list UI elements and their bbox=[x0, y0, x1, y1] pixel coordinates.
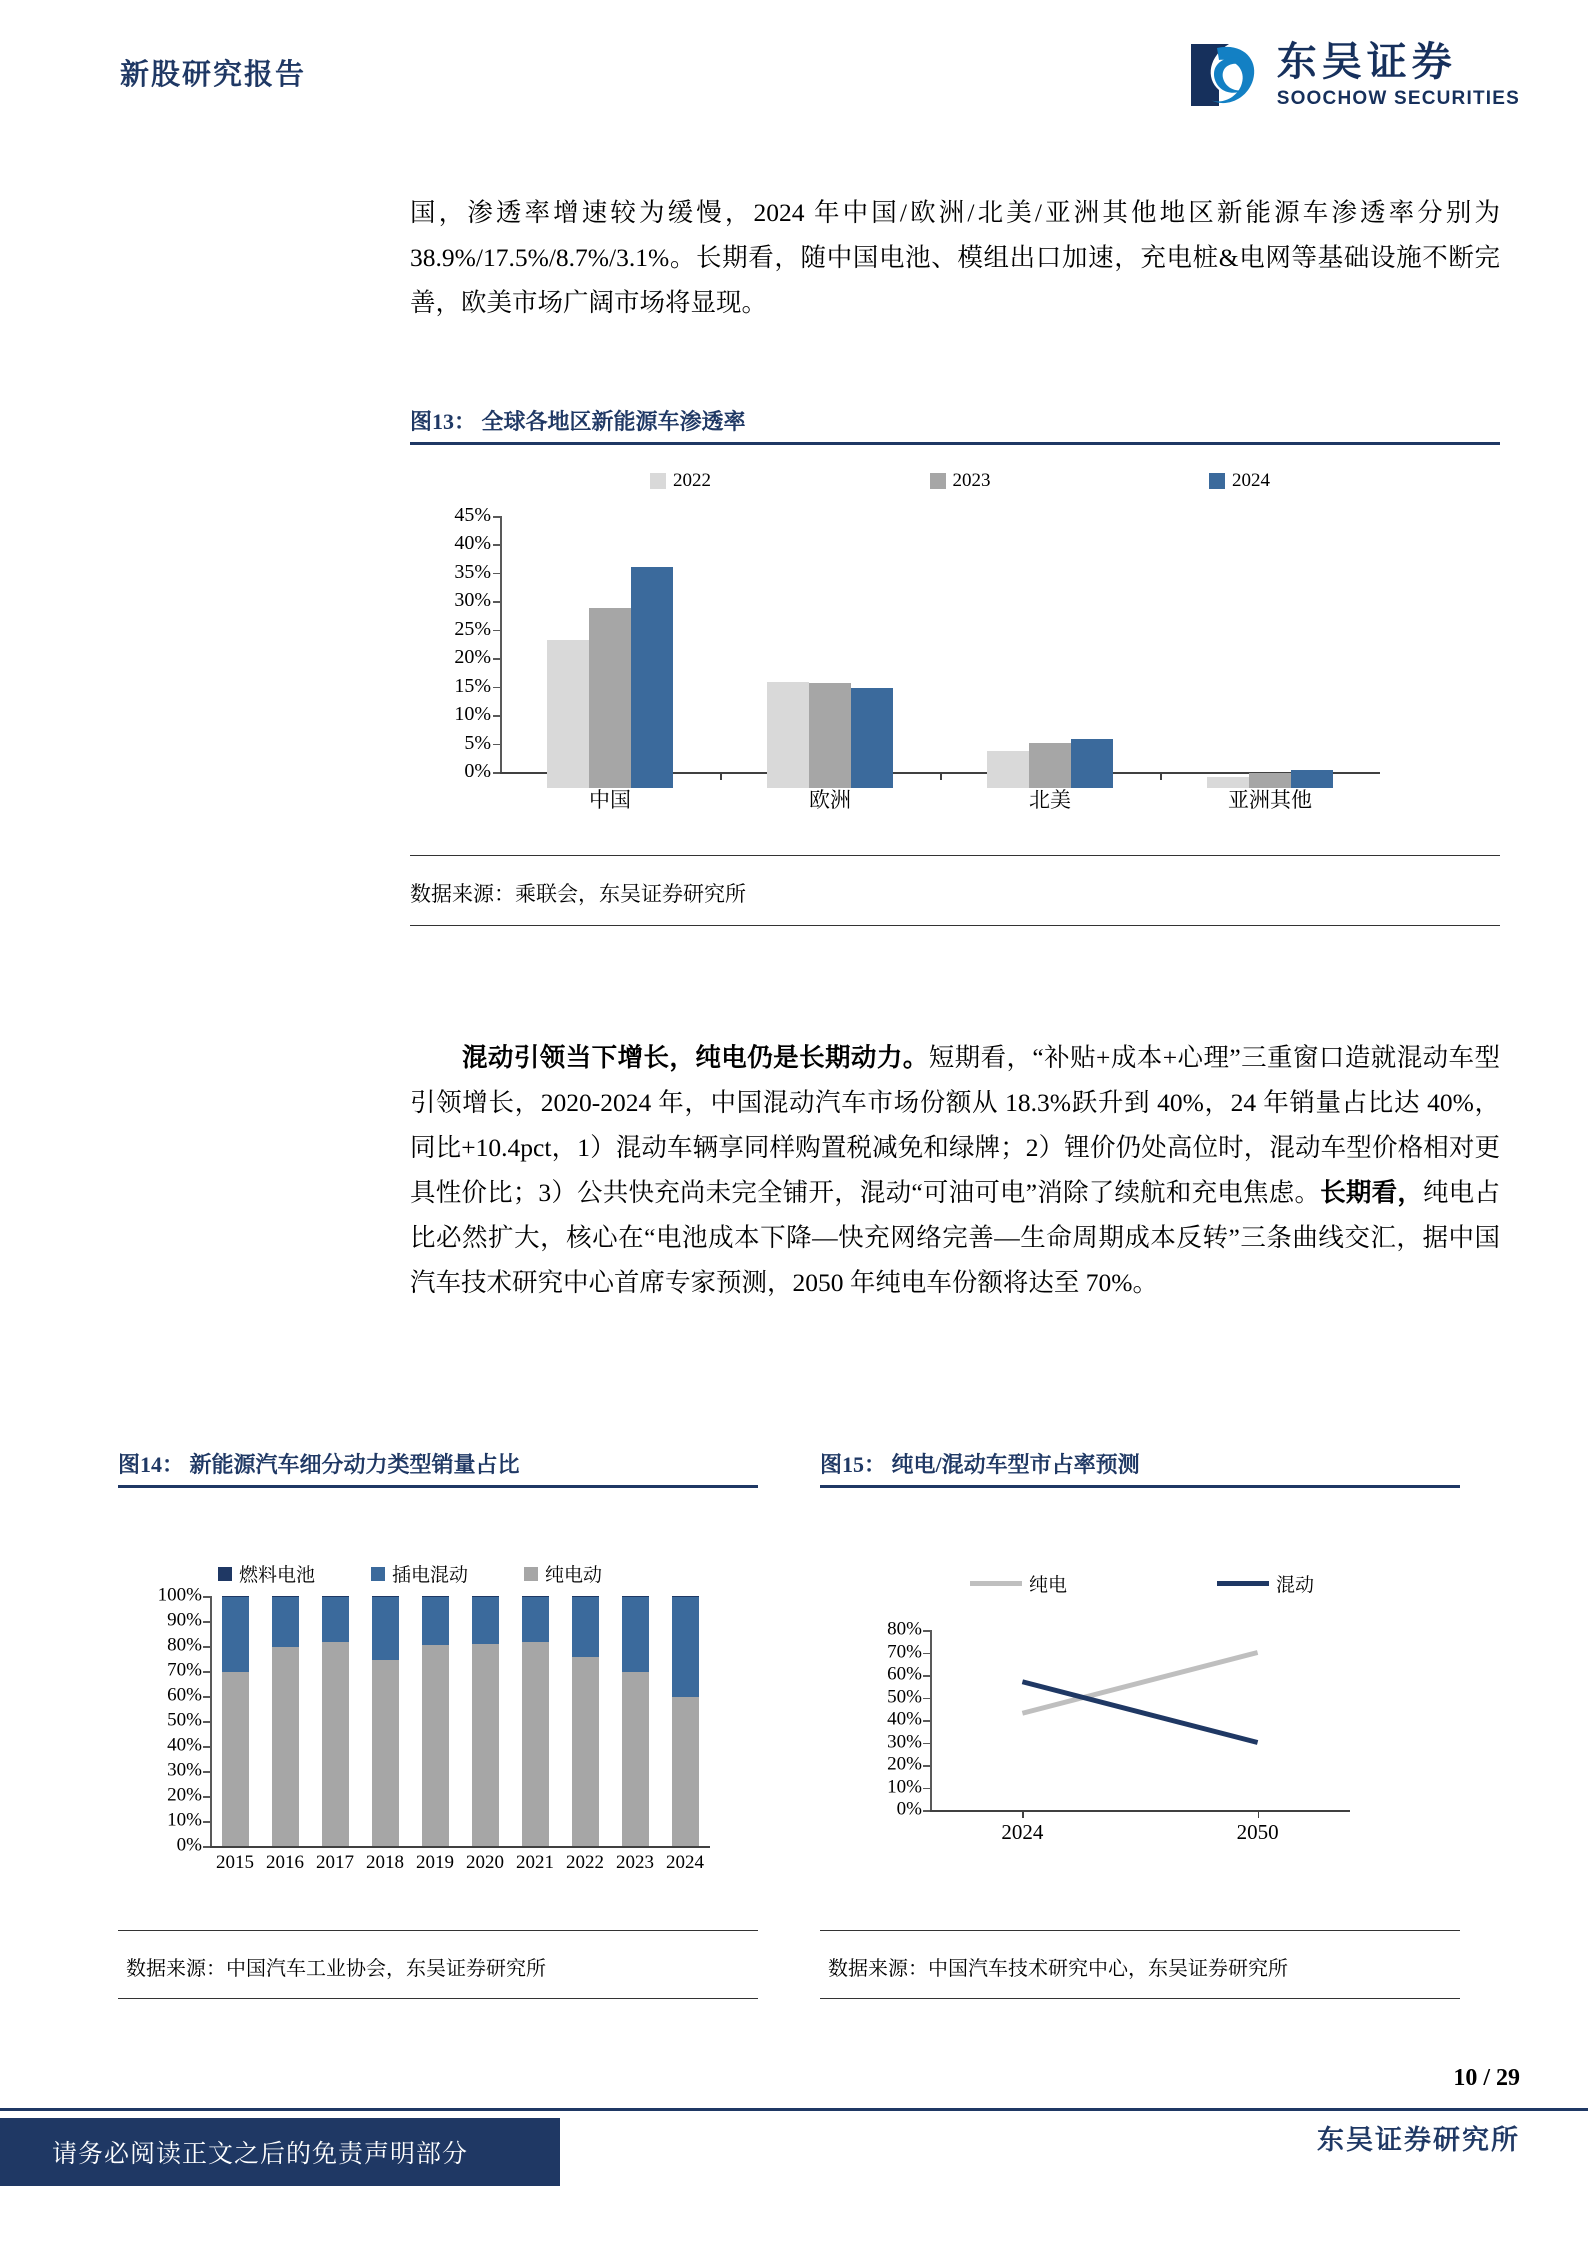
fig14-bar-segment bbox=[622, 1672, 649, 1846]
fig14-bar-segment bbox=[522, 1642, 549, 1846]
fig13-source: 数据来源：乘联会，东吴证券研究所 bbox=[410, 882, 746, 906]
fig13-ytick-label: 0% bbox=[464, 760, 491, 783]
fig14-ytick-mark bbox=[203, 1721, 210, 1723]
logo-chinese-name: 东吴证券 bbox=[1276, 39, 1457, 84]
fig14-bar-segment bbox=[372, 1660, 399, 1846]
fig14-bar-segment bbox=[472, 1596, 499, 1597]
fig13-legend bbox=[650, 470, 1270, 492]
fig13-bar bbox=[809, 683, 851, 788]
fig14-xcat-label: 2019 bbox=[416, 1852, 454, 1873]
fig13-ytick-mark bbox=[493, 744, 500, 746]
fig14-legend-fuelcell bbox=[218, 1560, 315, 1587]
fig14-bar-segment bbox=[472, 1644, 499, 1847]
fig14-bar-segment bbox=[572, 1597, 599, 1657]
fig14-ytick-label: 30% bbox=[167, 1759, 202, 1781]
fig14-ytick-label: 80% bbox=[167, 1634, 202, 1656]
fig14-bar-segment bbox=[672, 1697, 699, 1846]
fig14-bar-segment bbox=[422, 1645, 449, 1846]
fig14-bar-segment bbox=[322, 1596, 349, 1597]
fig15-ytick-label: 10% bbox=[887, 1776, 922, 1798]
fig14-bar-segment bbox=[572, 1657, 599, 1846]
fig13-ytick-label: 30% bbox=[454, 589, 491, 612]
fig13-bar bbox=[987, 751, 1029, 788]
fig14-ytick-label: 0% bbox=[176, 1834, 202, 1856]
fig14-bar-segment bbox=[622, 1597, 649, 1673]
fig14-bar-segment bbox=[672, 1597, 699, 1697]
fig13-ytick-label: 20% bbox=[454, 646, 491, 669]
fig14-ytick-label: 100% bbox=[157, 1584, 202, 1606]
fig15-legend-label-1: 混动 bbox=[1276, 1575, 1315, 1596]
paragraph-2-body2: 纯电占比必然扩大，核心在“电池成本下降—快充网络完善—生命周期成本反转”三条曲线交汇，据中国汽车技术研究中心首席专家预测，2050 年纯电车份额将达至 70%。 bbox=[410, 1178, 1500, 1297]
fig13-bar bbox=[851, 688, 893, 788]
fig14-ytick-label: 60% bbox=[167, 1684, 202, 1706]
fig14-title-bar bbox=[118, 1448, 758, 1488]
fig15-ytick-mark bbox=[923, 1698, 930, 1700]
fig14-xcat-label: 2024 bbox=[666, 1852, 704, 1873]
fig14-ytick-mark bbox=[203, 1796, 210, 1798]
fig14-xcat-label: 2018 bbox=[366, 1852, 404, 1873]
fig14-bar-segment bbox=[272, 1596, 299, 1597]
report-type-label: 新股研究报告 bbox=[120, 59, 307, 91]
fig13-xcat-label: 欧洲 bbox=[809, 788, 851, 812]
company-logo bbox=[1189, 38, 1520, 112]
fig14-xcat-label: 2022 bbox=[566, 1852, 604, 1873]
fig15-legend-bev bbox=[970, 1570, 1067, 1597]
fig14-ytick-label: 90% bbox=[167, 1609, 202, 1631]
fig14-stacked-bar bbox=[372, 1596, 399, 1846]
fig14-legend bbox=[218, 1560, 602, 1587]
fig14-bar-segment bbox=[622, 1596, 649, 1597]
fig13-title-bar bbox=[410, 405, 1500, 445]
fig15-line-series bbox=[930, 1630, 1350, 1810]
fig14-plot-area bbox=[157, 1584, 710, 1873]
legend-swatch-icon bbox=[930, 473, 946, 489]
legend-swatch-icon bbox=[218, 1567, 232, 1581]
page-separator: / bbox=[1483, 2065, 1490, 2091]
fig14-stacked-bar bbox=[622, 1596, 649, 1846]
fig13-legend-2022 bbox=[650, 470, 930, 492]
legend-swatch-icon bbox=[1209, 473, 1225, 489]
fig14-bar-segment bbox=[272, 1597, 299, 1647]
fig15-series-line bbox=[1022, 1653, 1257, 1714]
fig14-bar-segment bbox=[372, 1597, 399, 1660]
fig15-xtick-mark bbox=[1258, 1810, 1260, 1818]
fig15-ytick-label: 80% bbox=[887, 1618, 922, 1640]
fig13-legend-label-0: 2022 bbox=[673, 470, 711, 491]
fig13-ytick-mark bbox=[493, 601, 500, 603]
fig13-ytick-mark bbox=[493, 630, 500, 632]
fig14-bar-segment bbox=[422, 1596, 449, 1597]
fig14-ytick-label: 70% bbox=[167, 1659, 202, 1681]
fig14-xcat-label: 2016 bbox=[266, 1852, 304, 1873]
fig15-legend bbox=[970, 1570, 1314, 1597]
fig15-title: 图15： 纯电/混动车型市占率预测 bbox=[820, 1452, 1140, 1477]
fig15-xcat-label: 2024 bbox=[1001, 1820, 1044, 1844]
fig13-xtick-mark bbox=[1160, 772, 1162, 780]
fig14-bar-segment bbox=[222, 1597, 249, 1672]
fig14-ytick-mark bbox=[203, 1696, 210, 1698]
fig15-ytick-mark bbox=[923, 1788, 930, 1790]
fig15-ytick-label: 70% bbox=[887, 1641, 922, 1663]
fig13-rule-bottom bbox=[410, 925, 1500, 926]
fig14-xcat-label: 2020 bbox=[466, 1852, 504, 1873]
fig14-ytick-mark bbox=[203, 1646, 210, 1648]
fig14-bar-segment bbox=[672, 1596, 699, 1597]
fig14-legend-label-0: 纯电动 bbox=[545, 1565, 603, 1586]
fig14-xcat-label: 2017 bbox=[316, 1852, 354, 1873]
fig14-stacked-bar bbox=[472, 1596, 499, 1846]
fig14-ytick-mark bbox=[203, 1671, 210, 1673]
fig15-source: 数据来源：中国汽车技术研究中心，东吴证券研究所 bbox=[828, 1958, 1288, 1980]
fig15-ytick-mark bbox=[923, 1765, 930, 1767]
fig14-ytick-mark bbox=[203, 1746, 210, 1748]
fig15-xtick-mark bbox=[1022, 1810, 1024, 1818]
fig15-legend-label-0: 纯电 bbox=[1029, 1575, 1068, 1596]
fig13-y-axis bbox=[500, 516, 502, 772]
fig14-chart bbox=[118, 1560, 758, 1890]
fig14-ytick-mark bbox=[203, 1821, 210, 1823]
fig14-ytick-mark bbox=[203, 1771, 210, 1773]
fig13-ytick-mark bbox=[493, 715, 500, 717]
fig14-rule-top bbox=[118, 1930, 758, 1931]
fig13-bar bbox=[589, 608, 631, 788]
fig13-ytick-label: 10% bbox=[454, 703, 491, 726]
fig15-ytick-mark bbox=[923, 1810, 930, 1812]
fig14-stacked-bar bbox=[422, 1596, 449, 1846]
fig13-bar bbox=[1029, 743, 1071, 789]
fig13-xtick-mark bbox=[940, 772, 942, 780]
fig14-legend-label-2: 燃料电池 bbox=[239, 1565, 316, 1586]
fig15-ytick-label: 60% bbox=[887, 1663, 922, 1685]
fig14-title: 图14： 新能源汽车细分动力类型销量占比 bbox=[118, 1452, 520, 1477]
fig15-chart bbox=[820, 1560, 1480, 1890]
fig14-ytick-label: 10% bbox=[167, 1809, 202, 1831]
fig14-bar-segment bbox=[372, 1596, 399, 1597]
fig13-ytick-label: 25% bbox=[454, 617, 491, 640]
fig15-x-axis bbox=[930, 1810, 1350, 1812]
fig15-rule-top bbox=[820, 1930, 1460, 1931]
fig13-title: 图13： 全球各地区新能源车渗透率 bbox=[410, 409, 746, 434]
fig15-rule-bottom bbox=[820, 1998, 1460, 1999]
fig13-ytick-label: 45% bbox=[454, 504, 491, 527]
fig14-legend-label-1: 插电混动 bbox=[392, 1565, 469, 1586]
fig14-xcat-label: 2021 bbox=[516, 1852, 554, 1873]
footer-disclaimer: 请务必阅读正文之后的免责声明部分 bbox=[0, 2118, 560, 2186]
paragraph-hybrid-ev bbox=[410, 1035, 1500, 1305]
fig13-ytick-label: 40% bbox=[454, 532, 491, 555]
fig15-series-line bbox=[1022, 1682, 1257, 1743]
footer-divider bbox=[0, 2108, 1588, 2111]
fig13-ytick-mark bbox=[493, 516, 500, 518]
soochow-logo-icon bbox=[1189, 38, 1263, 112]
fig13-ytick-label: 5% bbox=[464, 731, 491, 754]
legend-swatch-icon bbox=[650, 473, 666, 489]
fig14-xcat-label: 2015 bbox=[216, 1852, 254, 1873]
fig15-ytick-mark bbox=[923, 1743, 930, 1745]
fig15-ytick-mark bbox=[923, 1720, 930, 1722]
fig13-xcat-label: 北美 bbox=[1029, 788, 1071, 812]
fig15-ytick-label: 50% bbox=[887, 1686, 922, 1708]
fig13-bar bbox=[631, 567, 673, 788]
fig14-stacked-bar bbox=[222, 1596, 249, 1846]
fig14-bar-segment bbox=[222, 1596, 249, 1597]
fig13-ytick-mark bbox=[493, 772, 500, 774]
fig13-bar bbox=[1071, 739, 1113, 788]
fig13-ytick-label: 35% bbox=[454, 560, 491, 583]
fig14-bar-segment bbox=[272, 1647, 299, 1846]
fig15-ytick-label: 0% bbox=[896, 1798, 922, 1820]
fig14-bar-segment bbox=[472, 1597, 499, 1644]
fig15-legend-hybrid bbox=[1217, 1570, 1314, 1597]
fig15-ytick-label: 20% bbox=[887, 1753, 922, 1775]
fig14-bar-segment bbox=[522, 1596, 549, 1597]
fig13-ytick-mark bbox=[493, 544, 500, 546]
paragraph-2-body: 短期看，“补贴+成本+心理”三重窗口造就混动车型引领增长，2020-2024 年，中国混动汽车市场份额从 18.3%跃升到 40%，24 年销量占比达 40%，同比+10.4pct，1）混动车辆享同样购置税减免和绿牌；2）锂价仍处高位时，混动车型价格相对更具性价比；3）公共快充尚未完全铺开，混动“可油可电”消除了续航和充电焦虑。 bbox=[410, 1043, 1500, 1207]
fig14-ytick-mark bbox=[203, 1596, 210, 1598]
fig14-xcat-label: 2023 bbox=[616, 1852, 654, 1873]
fig14-ytick-label: 50% bbox=[167, 1709, 202, 1731]
fig14-bar-segment bbox=[522, 1597, 549, 1642]
paragraph-penetration-rates bbox=[410, 190, 1500, 325]
fig14-bar-segment bbox=[322, 1642, 349, 1846]
logo-english-name: SOOCHOW SECURITIES bbox=[1276, 88, 1520, 109]
legend-swatch-icon bbox=[371, 1567, 385, 1581]
fig14-stacked-bar bbox=[522, 1596, 549, 1846]
fig13-ytick-mark bbox=[493, 687, 500, 689]
paragraph-1-text: 国，渗透率增速较为缓慢，2024 年中国/欧洲/北美/亚洲其他地区新能源车渗透率分别为 38.9%/17.5%/8.7%/3.1%。长期看，随中国电池、模组出口加速，充电桩&电网等基础设施不断完善，欧美市场广阔市场将显现。 bbox=[410, 198, 1500, 317]
page-total: 29 bbox=[1496, 2065, 1520, 2091]
fig15-ytick-mark bbox=[923, 1675, 930, 1677]
fig13-bar bbox=[547, 640, 589, 788]
fig14-bar-segment bbox=[322, 1597, 349, 1642]
fig14-stacked-bar bbox=[322, 1596, 349, 1846]
fig14-bar-segment bbox=[572, 1596, 599, 1597]
fig15-ytick-mark bbox=[923, 1630, 930, 1632]
fig14-ytick-mark bbox=[203, 1621, 210, 1623]
fig14-ytick-label: 20% bbox=[167, 1784, 202, 1806]
fig14-legend-bev bbox=[524, 1560, 602, 1587]
fig15-ytick-label: 30% bbox=[887, 1731, 922, 1753]
fig15-title-bar bbox=[820, 1448, 1460, 1488]
fig14-bar-segment bbox=[222, 1672, 249, 1847]
fig14-stacked-bar bbox=[672, 1596, 699, 1846]
fig13-ytick-mark bbox=[493, 658, 500, 660]
fig14-source: 数据来源：中国汽车工业协会，东吴证券研究所 bbox=[126, 1958, 546, 1980]
fig15-plot-area bbox=[887, 1618, 1350, 1844]
legend-swatch-icon bbox=[524, 1567, 538, 1581]
fig13-legend-label-1: 2023 bbox=[952, 470, 991, 491]
fig13-legend-label-2: 2024 bbox=[1232, 470, 1270, 491]
fig14-legend-phev bbox=[371, 1560, 468, 1587]
fig14-bar-segment bbox=[422, 1597, 449, 1645]
fig13-bar bbox=[767, 682, 809, 788]
fig14-stacked-bar bbox=[572, 1596, 599, 1846]
fig13-rule-top bbox=[410, 855, 1500, 856]
page-number bbox=[1453, 2065, 1520, 2092]
fig13-chart bbox=[410, 470, 1410, 812]
fig14-stacked-bar bbox=[272, 1596, 299, 1846]
fig13-ytick-label: 15% bbox=[454, 674, 491, 697]
fig13-legend-2023 bbox=[930, 470, 1210, 492]
footer-brand: 东吴证券研究所 bbox=[1317, 2125, 1520, 2155]
fig15-xcat-label: 2050 bbox=[1236, 1820, 1279, 1844]
page-current: 10 bbox=[1453, 2065, 1478, 2091]
legend-line-icon bbox=[970, 1581, 1022, 1586]
fig13-legend-2024 bbox=[1209, 470, 1270, 492]
fig14-rule-bottom bbox=[118, 1998, 758, 1999]
fig13-xcat-label: 亚洲其他 bbox=[1228, 788, 1312, 812]
fig14-ytick-label: 40% bbox=[167, 1734, 202, 1756]
fig14-ytick-mark bbox=[203, 1846, 210, 1848]
fig13-xcat-label: 中国 bbox=[589, 788, 631, 812]
fig13-plot-area bbox=[454, 504, 1380, 812]
fig13-xtick-mark bbox=[720, 772, 722, 780]
fig14-y-axis bbox=[210, 1596, 212, 1846]
paragraph-2-lead: 混动引领当下增长，纯电仍是长期动力。 bbox=[462, 1043, 929, 1072]
fig15-ytick-label: 40% bbox=[887, 1708, 922, 1730]
paragraph-2-lead2: 长期看， bbox=[1320, 1178, 1424, 1207]
legend-line-icon bbox=[1217, 1581, 1269, 1586]
fig14-x-axis bbox=[210, 1846, 710, 1848]
fig13-ytick-mark bbox=[493, 573, 500, 575]
fig15-ytick-mark bbox=[923, 1653, 930, 1655]
